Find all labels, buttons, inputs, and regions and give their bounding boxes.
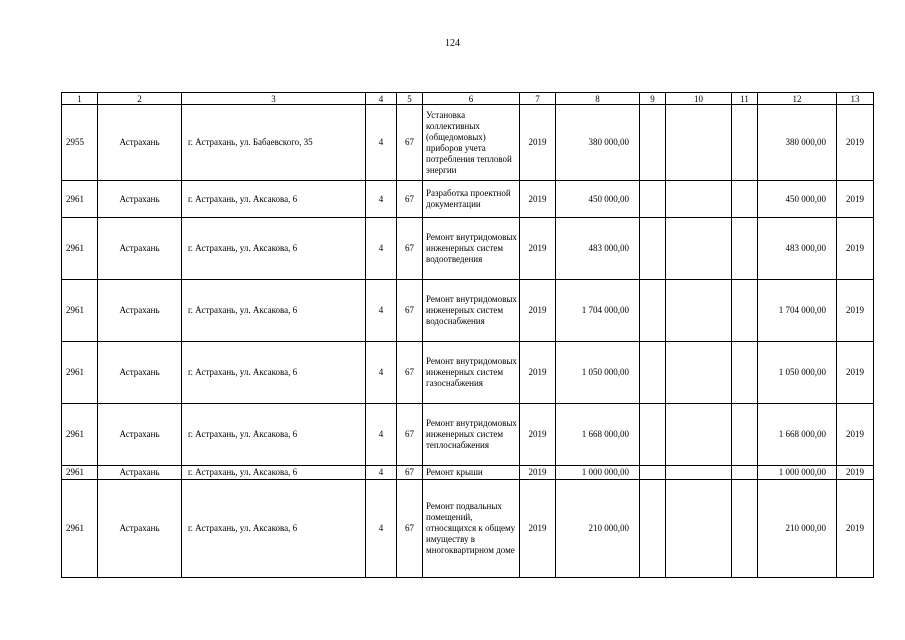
cell-col5: 67: [397, 105, 423, 181]
cell-col11: [732, 480, 758, 578]
cell-col9: [640, 342, 666, 404]
cell-work-type: Ремонт подвальных помещений, относящихся к общему имуществу в многоквартирном доме: [423, 480, 520, 578]
cell-col10: [666, 342, 732, 404]
cell-col9: [640, 181, 666, 218]
cell-col5: 67: [397, 181, 423, 218]
column-header: 9: [640, 93, 666, 105]
cell-col9: [640, 105, 666, 181]
column-header: 13: [837, 93, 874, 105]
cell-total: 380 000,00: [758, 105, 837, 181]
cell-col5: 67: [397, 218, 423, 280]
cell-work-type: Ремонт внутридомовых инженерных систем газоснабжения: [423, 342, 520, 404]
cell-year: 2019: [520, 342, 556, 404]
table-row: [62, 404, 874, 466]
cell-id: 2961: [62, 342, 98, 404]
cell-col4: 4: [366, 404, 397, 466]
cell-col4: 4: [366, 181, 397, 218]
cell-col11: [732, 280, 758, 342]
cell-end-year: 2019: [837, 342, 874, 404]
cell-col9: [640, 280, 666, 342]
cell-col9: [640, 480, 666, 578]
cell-col5: 67: [397, 404, 423, 466]
column-header: 5: [397, 93, 423, 105]
cell-total: 1 000 000,00: [758, 466, 837, 480]
page-number: 124: [445, 38, 460, 49]
cell-cost: 1 050 000,00: [556, 342, 640, 404]
cell-cost: 483 000,00: [556, 218, 640, 280]
cell-address: г. Астрахань, ул. Аксакова, 6: [182, 218, 366, 280]
cell-col5: 67: [397, 280, 423, 342]
cell-year: 2019: [520, 480, 556, 578]
cell-address: г. Астрахань, ул. Аксакова, 6: [182, 404, 366, 466]
column-header: 8: [556, 93, 640, 105]
table-row: [62, 181, 874, 218]
cell-address: г. Астрахань, ул. Аксакова, 6: [182, 280, 366, 342]
cell-municipality: Астрахань: [98, 218, 182, 280]
cell-municipality: Астрахань: [98, 280, 182, 342]
column-header: 12: [758, 93, 837, 105]
cell-municipality: Астрахань: [98, 404, 182, 466]
cell-col11: [732, 466, 758, 480]
cell-cost: 210 000,00: [556, 480, 640, 578]
cell-end-year: 2019: [837, 105, 874, 181]
cell-col10: [666, 218, 732, 280]
cell-col9: [640, 404, 666, 466]
cell-col10: [666, 480, 732, 578]
column-header: 6: [423, 93, 520, 105]
table-row: [62, 342, 874, 404]
cell-total: 1 668 000,00: [758, 404, 837, 466]
table-row: [62, 466, 874, 480]
cell-id: 2961: [62, 404, 98, 466]
cell-col4: 4: [366, 105, 397, 181]
cell-municipality: Астрахань: [98, 342, 182, 404]
cell-col9: [640, 218, 666, 280]
cell-col10: [666, 280, 732, 342]
cell-year: 2019: [520, 105, 556, 181]
cell-address: г. Астрахань, ул. Аксакова, 6: [182, 480, 366, 578]
cell-end-year: 2019: [837, 404, 874, 466]
cell-col9: [640, 466, 666, 480]
cell-col10: [666, 404, 732, 466]
cell-col10: [666, 105, 732, 181]
cell-total: 1 704 000,00: [758, 280, 837, 342]
cell-id: 2955: [62, 105, 98, 181]
cell-total: 483 000,00: [758, 218, 837, 280]
cell-work-type: Разработка проектной документации: [423, 181, 520, 218]
cell-col4: 4: [366, 342, 397, 404]
cell-col5: 67: [397, 466, 423, 480]
cell-end-year: 2019: [837, 480, 874, 578]
cell-id: 2961: [62, 280, 98, 342]
cell-col5: 67: [397, 342, 423, 404]
cell-col11: [732, 181, 758, 218]
cell-total: 1 050 000,00: [758, 342, 837, 404]
column-header: 3: [182, 93, 366, 105]
cell-col4: 4: [366, 218, 397, 280]
cell-id: 2961: [62, 218, 98, 280]
cell-work-type: Установка коллективных (общедомовых) приборов учета потребления тепловой энергии: [423, 105, 520, 181]
column-header: 7: [520, 93, 556, 105]
column-header: 11: [732, 93, 758, 105]
repair-program-table: [61, 92, 874, 578]
cell-cost: 1 668 000,00: [556, 404, 640, 466]
column-header: 10: [666, 93, 732, 105]
cell-col11: [732, 218, 758, 280]
cell-id: 2961: [62, 181, 98, 218]
table-row: [62, 480, 874, 578]
table-row: [62, 218, 874, 280]
cell-municipality: Астрахань: [98, 181, 182, 218]
cell-work-type: Ремонт внутридомовых инженерных систем водоснабжения: [423, 280, 520, 342]
cell-end-year: 2019: [837, 280, 874, 342]
column-header: 2: [98, 93, 182, 105]
cell-cost: 380 000,00: [556, 105, 640, 181]
cell-id: 2961: [62, 466, 98, 480]
column-header: 1: [62, 93, 98, 105]
header-row: [62, 93, 874, 105]
cell-work-type: Ремонт внутридомовых инженерных систем теплоснабжения: [423, 404, 520, 466]
cell-cost: 1 000 000,00: [556, 466, 640, 480]
cell-total: 210 000,00: [758, 480, 837, 578]
cell-year: 2019: [520, 404, 556, 466]
cell-col11: [732, 342, 758, 404]
cell-address: г. Астрахань, ул. Бабаевского, 35: [182, 105, 366, 181]
cell-col4: 4: [366, 466, 397, 480]
cell-municipality: Астрахань: [98, 480, 182, 578]
cell-col11: [732, 404, 758, 466]
cell-address: г. Астрахань, ул. Аксакова, 6: [182, 342, 366, 404]
cell-id: 2961: [62, 480, 98, 578]
cell-year: 2019: [520, 218, 556, 280]
cell-col4: 4: [366, 280, 397, 342]
table-row: [62, 105, 874, 181]
cell-end-year: 2019: [837, 218, 874, 280]
cell-col10: [666, 181, 732, 218]
cell-cost: 1 704 000,00: [556, 280, 640, 342]
cell-end-year: 2019: [837, 181, 874, 218]
cell-address: г. Астрахань, ул. Аксакова, 6: [182, 181, 366, 218]
cell-end-year: 2019: [837, 466, 874, 480]
cell-address: г. Астрахань, ул. Аксакова, 6: [182, 466, 366, 480]
cell-cost: 450 000,00: [556, 181, 640, 218]
cell-col10: [666, 466, 732, 480]
table-row: [62, 280, 874, 342]
cell-col11: [732, 105, 758, 181]
cell-work-type: Ремонт крыши: [423, 466, 520, 480]
cell-municipality: Астрахань: [98, 105, 182, 181]
cell-work-type: Ремонт внутридомовых инженерных систем водоотведения: [423, 218, 520, 280]
cell-municipality: Астрахань: [98, 466, 182, 480]
cell-total: 450 000,00: [758, 181, 837, 218]
column-header: 4: [366, 93, 397, 105]
cell-col5: 67: [397, 480, 423, 578]
cell-year: 2019: [520, 280, 556, 342]
cell-year: 2019: [520, 181, 556, 218]
cell-col4: 4: [366, 480, 397, 578]
cell-year: 2019: [520, 466, 556, 480]
